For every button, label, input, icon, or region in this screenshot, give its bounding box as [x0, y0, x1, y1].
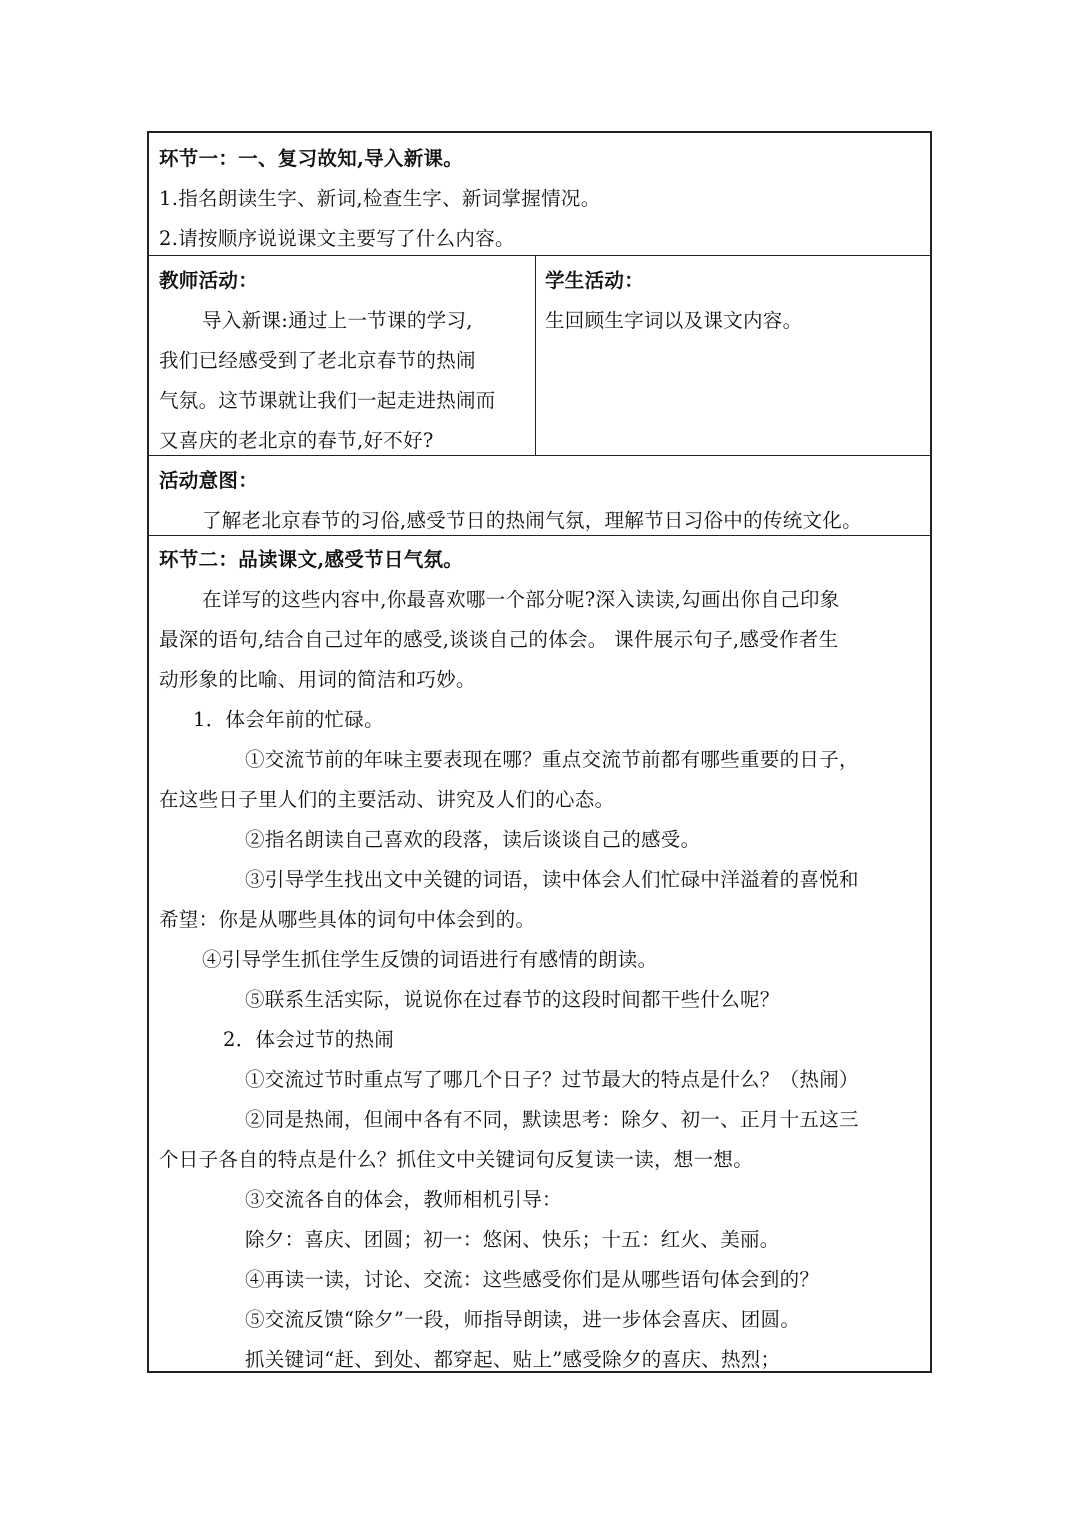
section-two-line: 希望：你是从哪些具体的词句中体会到的。: [159, 908, 536, 931]
section-one: [149, 133, 930, 256]
section-two-line: 除夕：喜庆、团圆；初一：悠闲、快乐；十五：红火、美丽。: [245, 1228, 780, 1251]
section-two-line: 抓关键词“赶、到处、都穿起、贴上”感受除夕的喜庆、热烈；: [245, 1348, 781, 1371]
lesson-plan-table: [147, 131, 932, 1373]
teacher-activity-line: 又喜庆的老北京的春节,好不好?: [159, 429, 434, 452]
section-two-line: ②同是热闹，但闹中各有不同，默读思考：除夕、初一、正月十五这三: [245, 1108, 859, 1131]
activity-intent: [149, 455, 930, 536]
section-two-heading: 环节二：品读课文,感受节日气氛。: [159, 548, 464, 571]
section-two-line: ②指名朗读自己喜欢的段落，读后谈谈自己的感受。: [245, 828, 701, 851]
teacher-activity-line: 导入新课:通过上一节课的学习,: [202, 309, 473, 332]
column-divider: [535, 255, 536, 455]
section-two-line: 个日子各自的特点是什么？抓住文中关键词句反复读一读，想一想。: [159, 1148, 754, 1171]
section-two-line: ⑤交流反馈“除夕”一段，师指导朗读，进一步体会喜庆、团圆。: [245, 1308, 801, 1331]
section-two-line: 1．体会年前的忙碌。: [193, 708, 384, 731]
section-two-line: 动形象的比喻、用词的简洁和巧妙。: [159, 668, 476, 691]
student-activity-label: 学生活动：: [545, 269, 645, 292]
section-two-line: ④引导学生抓住学生反馈的词语进行有感情的朗读。: [202, 948, 658, 971]
teacher-activity-label: 教师活动：: [159, 269, 259, 292]
teacher-activity-line: 气氛。这节课就让我们一起走进热闹而: [159, 389, 496, 412]
activity-intent-label: 活动意图：: [159, 469, 259, 492]
activities-row: [149, 255, 930, 456]
student-activity-text: 生回顾生字词以及课文内容。: [545, 309, 803, 332]
section-two-line: ①交流过节时重点写了哪几个日子？过节最大的特点是什么？（热闹）: [245, 1068, 859, 1091]
section-two-line: ⑤联系生活实际，说说你在过春节的这段时间都干些什么呢？: [245, 988, 780, 1011]
section-one-heading: 环节一：一、复习故知,导入新课。: [159, 147, 464, 170]
section-two-line: 在这些日子里人们的主要活动、讲究及人们的心态。: [159, 788, 615, 811]
section-two-line: 最深的语句,结合自己过年的感受,谈谈自己的体会。 课件展示句子,感受作者生: [159, 628, 839, 651]
teacher-activity-line: 我们已经感受到了老北京春节的热闹: [159, 349, 476, 372]
section-one-item-2: 2.请按顺序说说课文主要写了什么内容。: [159, 227, 515, 250]
section-two-line: ①交流节前的年味主要表现在哪？重点交流节前都有哪些重要的日子，: [245, 748, 859, 771]
section-one-item-1: 1.指名朗读生字、新词,检查生字、新词掌握情况。: [159, 187, 601, 210]
section-two-line: 2．体会过节的热闹: [223, 1028, 395, 1051]
section-two-line: ③引导学生找出文中关键的词语，读中体会人们忙碌中洋溢着的喜悦和: [245, 868, 859, 891]
section-two-line: 在详写的这些内容中,你最喜欢哪一个部分呢?深入读读,勾画出你自己印象: [202, 588, 840, 611]
section-two-line: ③交流各自的体会，教师相机引导：: [245, 1188, 562, 1211]
activity-intent-text: 了解老北京春节的习俗,感受节日的热闹气氛，理解节日习俗中的传统文化。: [202, 509, 862, 532]
section-two-line: ④再读一读，讨论、交流：这些感受你们是从哪些语句体会到的？: [245, 1268, 820, 1291]
section-two: [149, 535, 930, 1371]
